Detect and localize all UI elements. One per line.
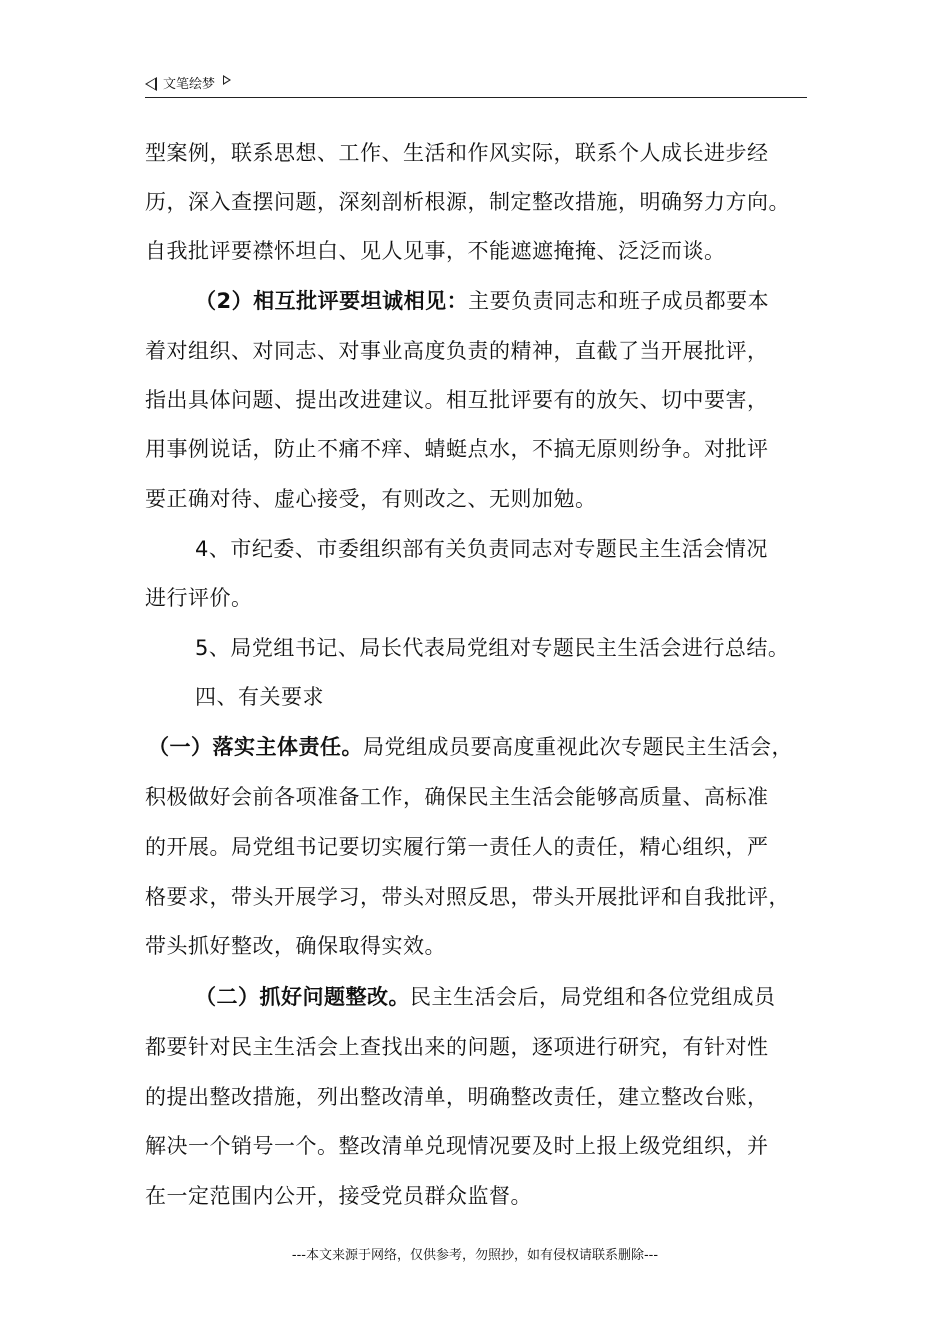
triangle-left-icon: [145, 77, 157, 91]
body-line-4-text: 主要负责同志和班子成员都要本: [468, 289, 770, 313]
body-line-6: 指出具体问题、提出改进建议。相互批评要有的放矢、切中要害，: [145, 388, 769, 412]
subheading-mutual-criticism: （2）相互批评要坦诚相见：: [195, 289, 469, 313]
body-line-16: 格要求，带头开展学习，带头对照反思，带头开展批评和自我批评，: [145, 885, 790, 909]
body-line-1: 型案例，联系思想、工作、生活和作风实际，联系个人成长进步经: [145, 141, 769, 165]
body-line-18: [195, 983, 776, 1011]
body-line-9: 4、市纪委、市委组织部有关负责同志对专题民主生活会情况: [195, 537, 768, 561]
header-rule: [145, 97, 807, 98]
section-heading-requirements: 四、有关要求: [195, 685, 324, 709]
footer-disclaimer: ---本文来源于网络，仅供参考，勿照抄，如有侵权请联系删除---: [291, 1248, 659, 1263]
subheading-main-responsibility: （一）落实主体责任。: [148, 735, 363, 759]
body-line-13: [148, 733, 793, 761]
body-line-7: 用事例说话，防止不痛不痒、蜻蜓点水，不搞无原则纷争。对批评: [145, 437, 769, 461]
body-line-3: 自我批评要襟怀坦白、见人见事，不能遮遮掩掩、泛泛而谈。: [145, 239, 726, 263]
body-line-22: 在一定范围内公开，接受党员群众监督。: [145, 1184, 532, 1208]
body-line-15: 的开展。局党组书记要切实履行第一责任人的责任，精心组织，严: [145, 835, 769, 859]
body-line-20: 的提出整改措施，列出整改清单，明确整改责任，建立整改台账，: [145, 1085, 769, 1109]
page-header: [145, 74, 807, 96]
body-line-18-text: 民主生活会后，局党组和各位党组成员: [410, 985, 776, 1009]
body-line-4: [195, 287, 769, 315]
body-line-5: 着对组织、对同志、对事业高度负责的精神，直截了当开展批评，: [145, 339, 769, 363]
triangle-right-icon: [223, 75, 231, 85]
body-line-14: 积极做好会前各项准备工作，确保民主生活会能够高质量、高标准: [145, 785, 769, 809]
body-line-17: 带头抓好整改，确保取得实效。: [145, 934, 446, 958]
body-line-2: 历，深入查摆问题，深刻剖析根源，制定整改措施，明确努力方向。: [145, 190, 790, 214]
body-line-10: 进行评价。: [145, 586, 253, 610]
body-line-13-text: 局党组成员要高度重视此次专题民主生活会，: [363, 735, 793, 759]
body-line-19: 都要针对民主生活会上查找出来的问题，逐项进行研究，有针对性: [145, 1035, 769, 1059]
body-line-21: 解决一个销号一个。整改清单兑现情况要及时上报上级党组织，并: [145, 1134, 769, 1158]
body-line-8: 要正确对待、虚心接受，有则改之、无则加勉。: [145, 487, 597, 511]
header-title: 文笔绘梦: [163, 77, 216, 92]
subheading-rectification: （二）抓好问题整改。: [195, 985, 410, 1009]
body-line-11: 5、局党组书记、局长代表局党组对专题民主生活会进行总结。: [195, 636, 790, 660]
